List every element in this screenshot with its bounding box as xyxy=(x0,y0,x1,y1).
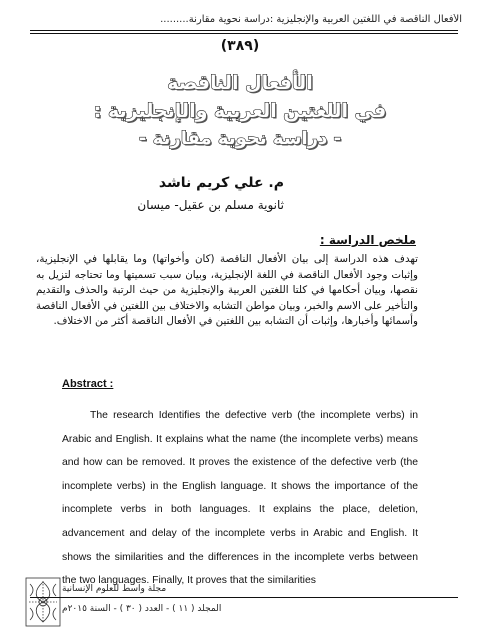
english-abstract-body: The research Identifies the defective verb (the incomplete verbs) in Arabic and English. It explains what the name (the incomplete verbs) means and how can be removed. It proves the existence of the defective verb (the incomplete verbs) in the English language. It shows the importance of the incomplete verbs in both languages. It explains the place, deletion, advancement and delay of the incomplete verbs in Arabic and English. It shows the similarities and the differences in the incomplete verbs between the two languages. Finally, It proves that the similarities xyxy=(62,410,418,587)
issue-info: المجلد ( ١١ ) - العدد ( ٣٠ ) - السنة ٢٠١٥م xyxy=(62,604,222,614)
title-line-1: الأفعال الناقصة xyxy=(167,72,313,94)
footer-rule xyxy=(30,597,458,598)
arabesque-ornament-icon xyxy=(24,576,62,628)
author-name: م. علي كريم ناشد xyxy=(158,175,284,191)
arabic-abstract-heading: ملخص الدراسة : xyxy=(319,233,416,247)
english-abstract-heading: Abstract : xyxy=(62,378,114,390)
header-rule xyxy=(30,30,458,31)
title-line-3: - دراسة نحوية مقارنة - xyxy=(139,128,341,149)
page-number: (٣٨٩) xyxy=(220,38,260,54)
header-rule-thin xyxy=(30,33,458,34)
running-header: الأفعال الناقصة في اللغتين العربية والإنجليزية :دراسة نحوية مقارنة......... xyxy=(160,14,462,25)
author-affiliation: ثانوية مسلم بن عقيل- ميسان xyxy=(137,198,284,212)
arabic-abstract-body: تهدف هذه الدراسة إلى بيان الأفعال الناقصة (كان وأخواتها) وما يقابلها في الإنجليزية، وإثبات وجود الأفعال الناقصة في اللغة الإنجليزية، وبيان سبب تسميتها وما تحتاجه لتزيل به نقصها، وبيان أحكامها في كلتا اللغتين العربية والإنجليزية من حيث الرتبة والحذف والتقديم والتأخير على الاسم والخبر، وبيان مواطن التشابه والاختلاف بين اللغتين في الأفعال الناقصة وأسمائها وأخبارها، وإثبات أن التشابه بين اللغتين في الأفعال الناقصة أكثر من الاختلاف. xyxy=(36,253,418,328)
journal-name: مجلة واسط للعلوم الإنسانية xyxy=(62,584,167,594)
title-line-2: في اللغتين العربية والإنجليزية : xyxy=(93,100,387,122)
